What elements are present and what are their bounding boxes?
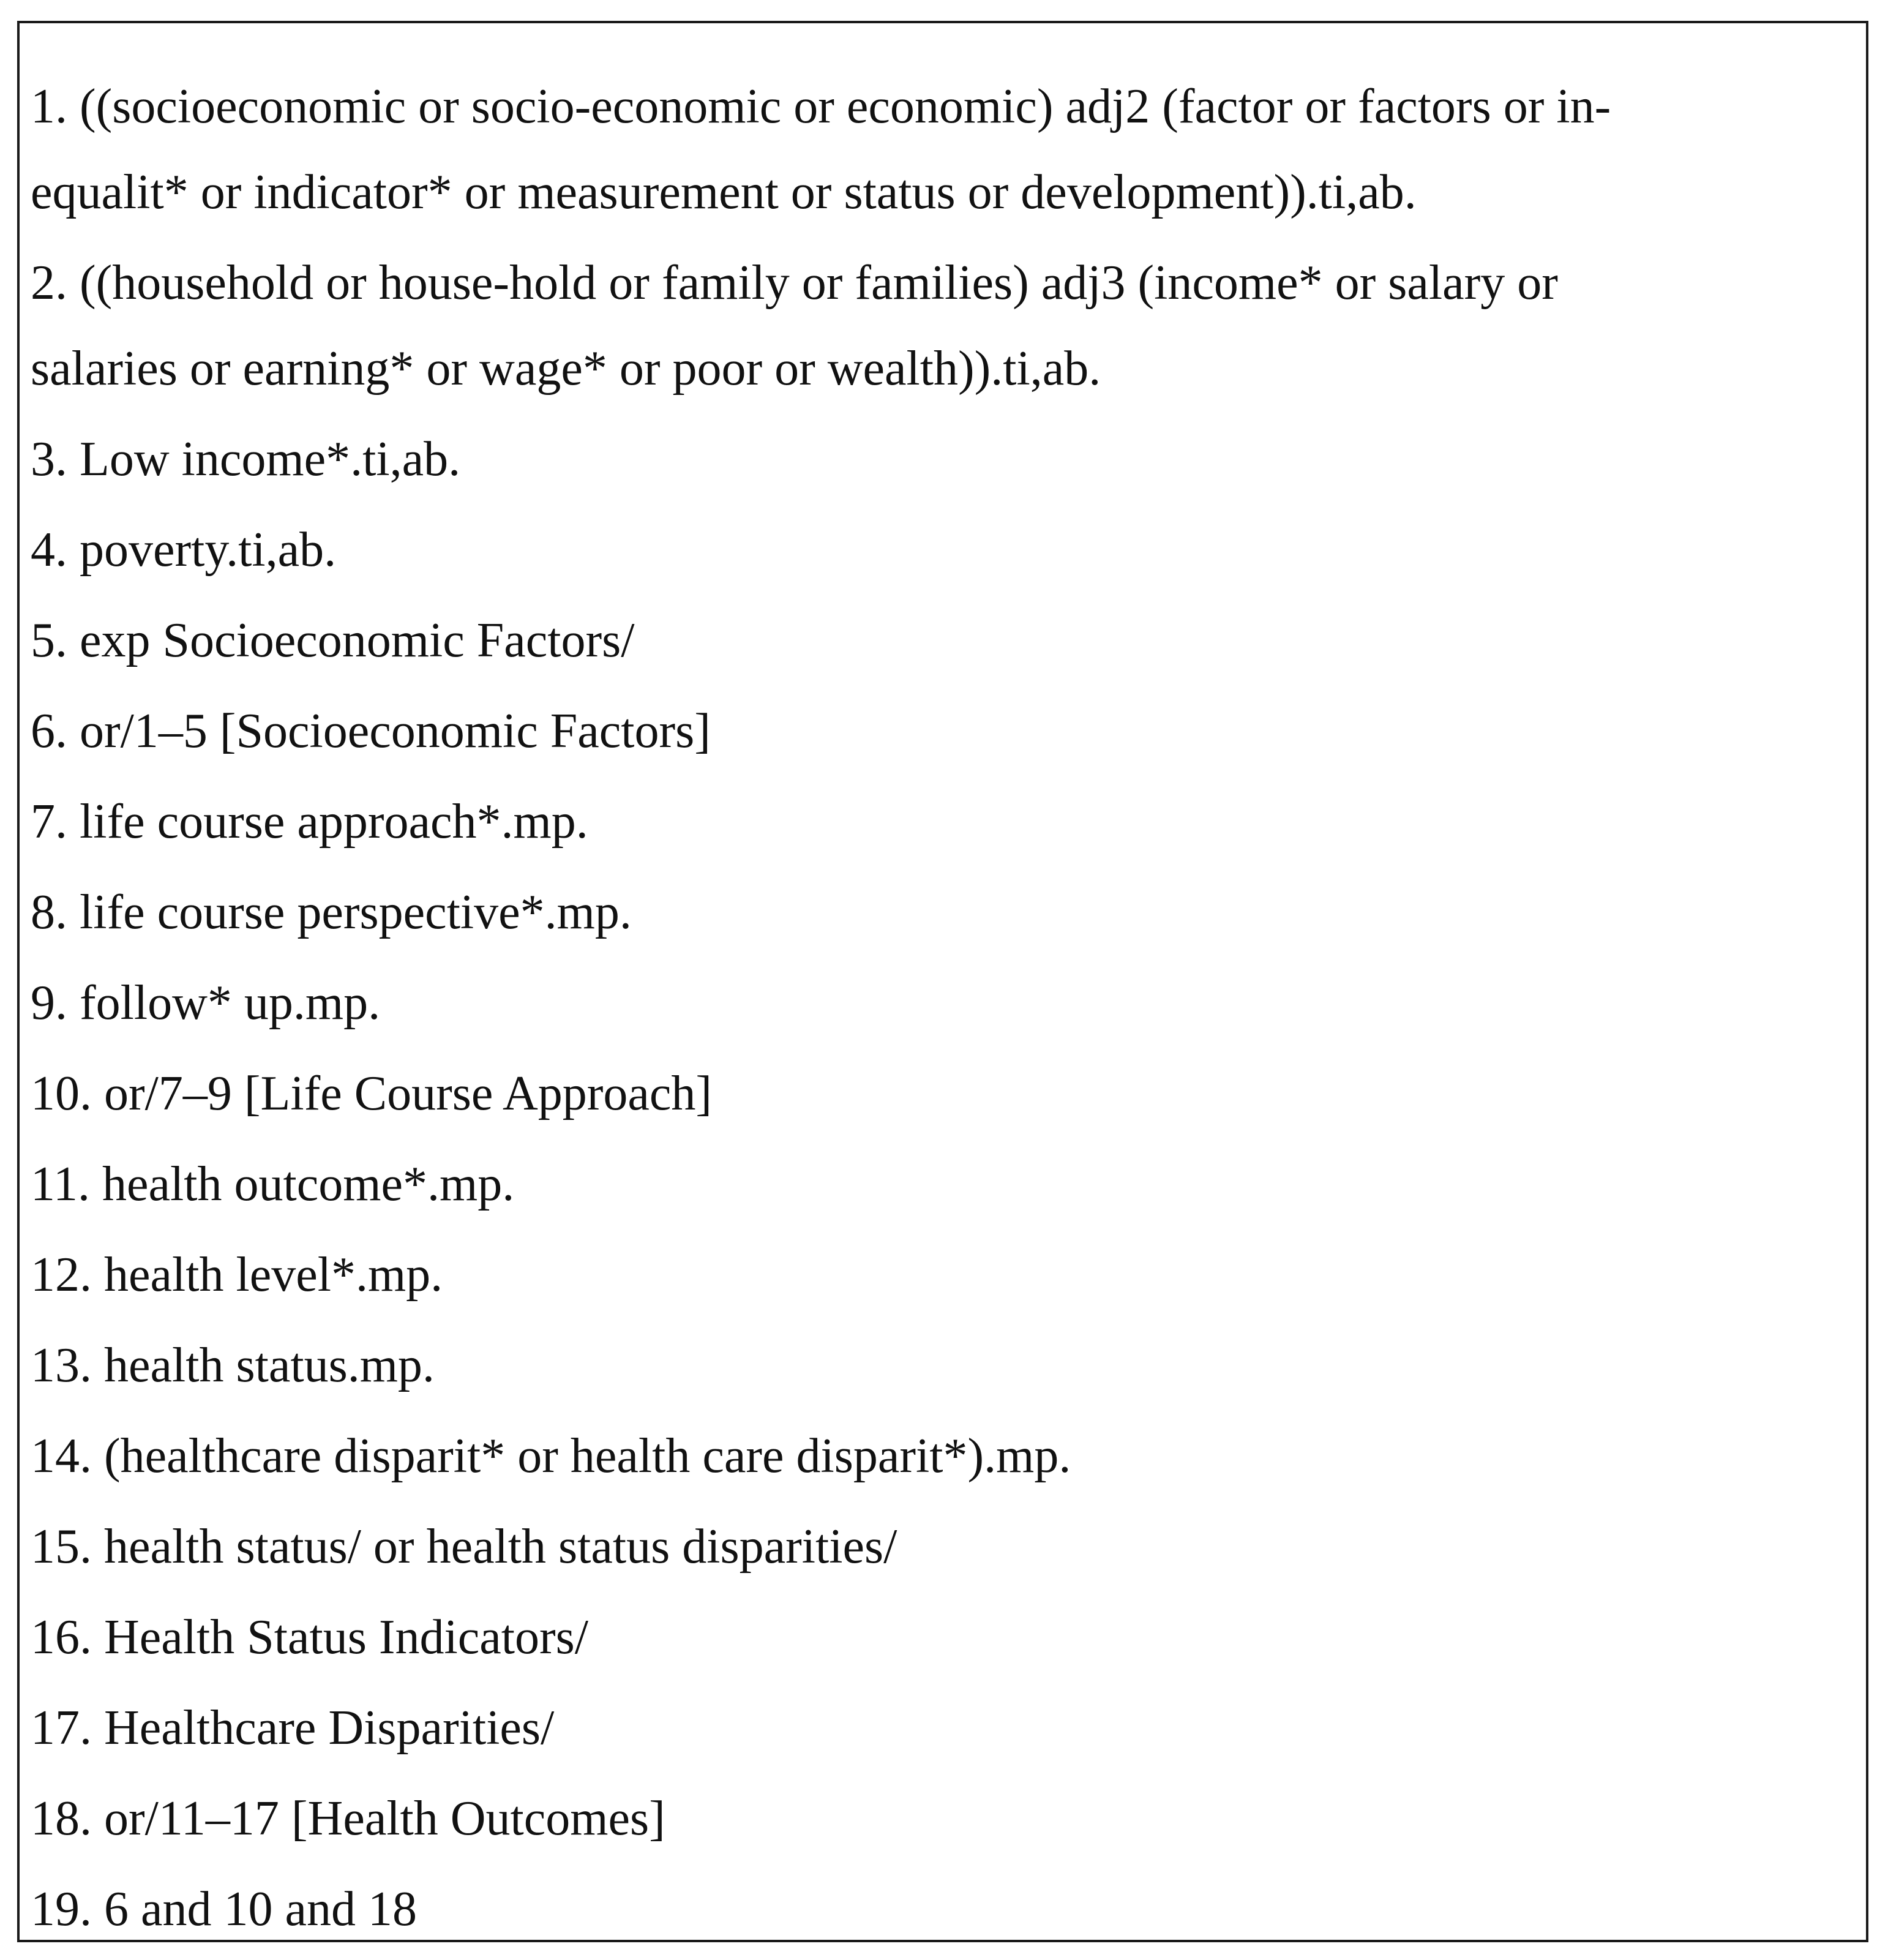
strategy-line-1a: 1. ((socioeconomic or socio-economic or economic) adj2 (factor or factors or in- <box>31 80 1611 133</box>
strategy-line-1b: equalit* or indicator* or measurement or status or development)).ti,ab. <box>31 165 1417 219</box>
strategy-line-17: 17. Healthcare Disparities/ <box>31 1701 555 1755</box>
strategy-line-5: 5. exp Socioeconomic Factors/ <box>31 614 635 667</box>
strategy-line-15: 15. health status/ or health status disparities/ <box>31 1520 897 1574</box>
strategy-line-12: 12. health level*.mp. <box>31 1248 443 1302</box>
strategy-line-4: 4. poverty.ti,ab. <box>31 523 337 577</box>
strategy-line-6: 6. or/1–5 [Socioeconomic Factors] <box>31 704 711 758</box>
strategy-line-3: 3. Low income*.ti,ab. <box>31 432 461 486</box>
strategy-line-13: 13. health status.mp. <box>31 1339 435 1392</box>
strategy-line-19: 19. 6 and 10 and 18 <box>31 1882 418 1936</box>
strategy-line-8: 8. life course perspective*.mp. <box>31 885 632 939</box>
strategy-line-2a: 2. ((household or house-hold or family or families) adj3 (income* or salary or <box>31 256 1558 310</box>
strategy-line-10: 10. or/7–9 [Life Course Approach] <box>31 1067 713 1121</box>
strategy-line-2b: salaries or earning* or wage* or poor or wealth)).ti,ab. <box>31 342 1101 396</box>
strategy-line-7: 7. life course approach*.mp. <box>31 795 588 849</box>
search-strategy-box <box>17 21 1868 1942</box>
strategy-line-18: 18. or/11–17 [Health Outcomes] <box>31 1792 665 1845</box>
strategy-line-16: 16. Health Status Indicators/ <box>31 1610 588 1664</box>
strategy-line-14: 14. (healthcare disparit* or health care disparit*).mp. <box>31 1429 1071 1483</box>
strategy-line-9: 9. follow* up.mp. <box>31 976 381 1030</box>
strategy-line-11: 11. health outcome*.mp. <box>31 1157 515 1211</box>
